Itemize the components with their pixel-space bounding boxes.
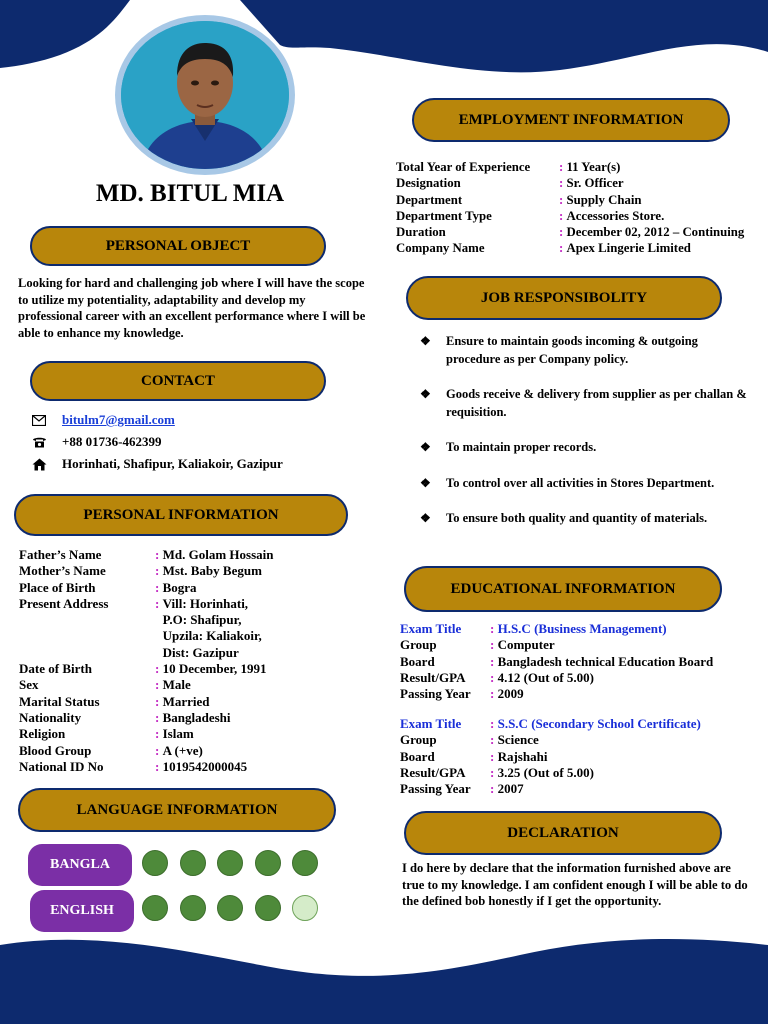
edu-row-exam-title: Exam Title : S.S.C (Secondary School Certificate) (400, 716, 701, 731)
section-header-language-information: LANGUAGE INFORMATION (18, 788, 336, 832)
address-text: Horinhati, Shafipur, Kaliakoir, Gazipur (62, 456, 283, 471)
list-item: ❖ To maintain proper records. (420, 440, 597, 454)
language-label-bangla: BANGLA (28, 844, 132, 886)
employment-row-company-name: Company Name : Apex Lingerie Limited (396, 241, 691, 256)
employment-row-total-experience: Total Year of Experience : 11 Year(s) (396, 160, 621, 174)
person-portrait (121, 21, 289, 169)
rating-dot-empty (292, 895, 318, 921)
section-header-contact: CONTACT (30, 361, 326, 401)
list-item: ❖ To ensure both quality and quantity of materials. (420, 511, 708, 525)
rating-dot-filled (180, 895, 206, 921)
info-row-blood-group: Blood Group : A (+ve) (19, 742, 203, 758)
edu-row-passing-year: Passing Year : 2009 (400, 686, 524, 702)
employment-row-department: Department : Supply Chain (396, 192, 642, 207)
employment-info-table (396, 159, 766, 257)
rating-dot-filled (142, 850, 168, 876)
edu-row-board: Board : Bangladesh technical Education Board (400, 653, 714, 669)
objective-text: Looking for hard and challenging job where I will have the scope to utilize my potentiality, adaptability and develop my professional career with an excellent performance where I will be able to enhance my knowledge. (18, 276, 366, 340)
envelope-icon (32, 415, 62, 426)
section-header-personal-information: PERSONAL INFORMATION (14, 494, 348, 536)
contact-address-row (32, 453, 362, 475)
edu-row-board: Board : Rajshahi (400, 748, 548, 764)
education-block-hsc (400, 621, 766, 702)
info-row-date-of-birth: Date of Birth : 10 December, 1991 (19, 661, 267, 677)
address-line-4: Dist: Gazipur (162, 644, 239, 660)
rating-dot-filled (255, 850, 281, 876)
edu-row-group: Group : Computer (400, 637, 555, 653)
info-row-national-id: National ID No : 1019542000045 (19, 758, 248, 774)
edu-row-passing-year: Passing Year : 2007 (400, 781, 524, 797)
house-icon (32, 458, 62, 471)
rating-dot-filled (292, 850, 318, 876)
section-header-employment-information: EMPLOYMENT INFORMATION (412, 98, 730, 142)
info-row-mothers-name: Mother’s Name : Mst. Baby Begum (19, 563, 262, 579)
section-header-educational-information: EDUCATIONAL INFORMATION (404, 566, 722, 612)
info-row-place-of-birth: Place of Birth : Bogra (19, 579, 197, 595)
section-header-declaration: DECLARATION (404, 811, 722, 855)
responsibility-list (420, 333, 750, 528)
rating-dot-filled (180, 850, 206, 876)
rating-dot-filled (217, 895, 243, 921)
candidate-name: MD. BITUL MIA (95, 180, 285, 207)
info-row-marital-status: Marital Status : Married (19, 693, 210, 709)
edu-row-exam-title: Exam Title : H.S.C (Business Management) (400, 621, 667, 636)
education-block-ssc (400, 716, 766, 797)
section-header-job-responsibility: JOB RESPONSIBOLITY (406, 276, 722, 320)
info-row-fathers-name: Father’s Name : Md. Golam Hossain (19, 547, 274, 562)
contact-block (32, 409, 362, 475)
employment-row-department-type: Department Type : Accessories Store. (396, 208, 665, 223)
address-line-3: Upzila: Kaliakoir, (162, 628, 262, 644)
employment-row-duration: Duration : December 02, 2012 – Continuing (396, 225, 745, 240)
edu-row-result: Result/GPA : 4.12 (Out of 5.00) (400, 669, 595, 685)
language-label-english: ENGLISH (30, 890, 134, 932)
telephone-icon (32, 436, 62, 448)
address-line-2: P.O: Shafipur, (162, 612, 242, 628)
list-item: ❖ Goods receive & delivery from supplier as per challan & requisition. (420, 387, 747, 419)
info-row-religion: Religion : Islam (19, 726, 194, 742)
edu-row-result: Result/GPA : 3.25 (Out of 5.00) (400, 764, 595, 780)
rating-dot-filled (255, 895, 281, 921)
list-item: ❖ Ensure to maintain goods incoming & outgoing procedure as per Company policy. (420, 334, 698, 366)
email-link[interactable]: bitulm7@gmail.com (62, 412, 175, 427)
profile-photo (115, 15, 295, 175)
phone-number: +88 01736-462399 (62, 434, 162, 449)
rating-dot-filled (142, 895, 168, 921)
info-row-nationality: Nationality : Bangladeshi (19, 709, 231, 725)
declaration-text: I do here by declare that the information furnished above are true to my knowledge. I am confident enough I will be able to do the defined bob honestly if I get the opportunity. (402, 861, 748, 908)
list-item: ❖ To control over all activities in Stores Department. (420, 475, 715, 490)
employment-row-designation: Designation : Sr. Officer (396, 176, 624, 191)
contact-email-row (32, 409, 362, 431)
personal-info-table (19, 547, 359, 775)
rating-dot-filled (217, 850, 243, 876)
contact-phone-row (32, 431, 362, 453)
info-row-sex: Sex : Male (19, 677, 191, 693)
edu-row-group: Group : Science (400, 732, 539, 748)
info-row-present-address: Present Address : Vill: Horinhati, (19, 595, 249, 611)
section-header-personal-object: PERSONAL OBJECT (30, 226, 326, 266)
